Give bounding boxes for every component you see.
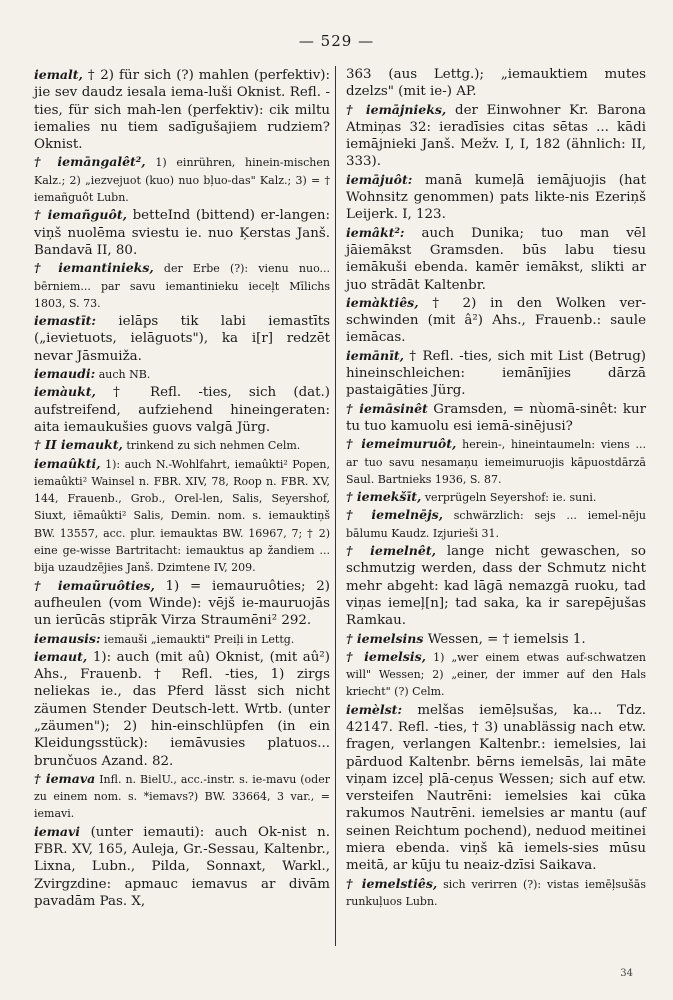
dictionary-entry bbox=[34, 823, 330, 910]
entry-text: (unter iemauti): auch Ok-nist n. FBR. XV, 165, Auleja, Gr.-Sessau, Kaltenbr., Lixna, Lubn., Pilda, Sonnaxt, Warkl., Zvirgzdine: apmauc iemavus ar divām pavadām Pas. X, bbox=[34, 824, 330, 909]
entry-headword: † iemantinieks, bbox=[34, 260, 154, 276]
dictionary-entry bbox=[34, 153, 330, 206]
dictionary-entry bbox=[34, 259, 330, 312]
sheet-mark: 34 bbox=[620, 968, 633, 979]
dictionary-entry bbox=[346, 875, 646, 911]
dictionary-entry bbox=[346, 347, 646, 400]
entry-headword: † iemelnêt, bbox=[346, 543, 436, 559]
entry-text: 363 (aus Lettg.); „iemauktiem mutes dzelzs" (mit ie-) AP. bbox=[346, 67, 646, 100]
entry-text: manā kumeļā iemājuojis (hat Wohnsitz genommen) pats likte-nis Ezeriņš Leijerk. I, 123. bbox=[346, 172, 646, 223]
entry-text: 1) einrühren, hinein-mischen Kalz.; 2) „iezvejuot (kuo) nuo bļuo-das" Kalz.; 3) = † iemañguôt Lubn. bbox=[34, 156, 330, 205]
dictionary-entry bbox=[34, 577, 330, 630]
entry-text: trinkend zu sich nehmen Celm. bbox=[122, 439, 301, 453]
entry-text: † Refl. -ties, sich mit List (Betrug) hineinschleichen: iemānījies dārzā pastaigāties Jürg. bbox=[346, 348, 646, 399]
dictionary-entry bbox=[34, 383, 330, 436]
entry-text: 1): auch (mit aû) Oknist, (mit aû²) Ahs., Frauenb. † Refl. -ties, 1) zirgs neliekas ie., das Pferd lässt sich nicht zäumen Stender Deutsch-lett. Wrtb. (unter „zäumen"); 2) hin-einschlüpfen (in ein Kleidungsstück): iemāvusies platuos... brunčuos Azand. 82. bbox=[34, 649, 330, 769]
dictionary-entry bbox=[34, 770, 330, 823]
entry-headword: iemàktiês, bbox=[346, 294, 419, 310]
entry-headword: † iemāngalêt², bbox=[34, 154, 146, 170]
entry-text: auch Dunika; tuo man vēl jāiemākst Gramsden. būs labu tiesu iemākuši ebenda. kamēr iemākst, slikti ar juo strādāt Kaltenbr. bbox=[346, 225, 646, 293]
entry-text: iemauši „iemaukti" Preiļi in Lettg. bbox=[100, 632, 295, 646]
entry-headword: † iemājnieks, bbox=[346, 101, 447, 117]
entry-text: herein-, hineintaumeln: viens ... ar tuo savu nesamaņu iemeimuruojis kāpuostdārzā Saul. Bartnieks 1936, S. 87. bbox=[346, 438, 646, 486]
dictionary-entry bbox=[34, 66, 330, 153]
entry-headword: † iemelsis, bbox=[346, 648, 426, 664]
entry-headword: iemaûkti, bbox=[34, 455, 101, 471]
entry-headword: † iemāsinêt bbox=[346, 400, 428, 416]
right-column bbox=[346, 66, 646, 910]
entry-text: Wessen, = † iemelsis 1. bbox=[423, 631, 586, 647]
entry-text: ielāps tik labi iemastīts („ievietuots, ielāguots"), ka i[r] redzēt nevar Jāsmuiža. bbox=[34, 314, 330, 364]
entry-text: 1) = iemauruôties; 2) aufheulen (vom Winde): vējš ie-mauruojās un ierūcās stiprāk Virza Straumēni² 292. bbox=[34, 578, 330, 629]
entry-headword: iemâkt²: bbox=[346, 224, 405, 240]
dictionary-entry bbox=[34, 436, 330, 454]
entry-headword: iemalt, bbox=[34, 67, 83, 82]
dictionary-entry bbox=[346, 542, 646, 629]
dictionary-entry bbox=[346, 66, 646, 101]
entry-headword: † iemelnējs, bbox=[346, 507, 444, 523]
dictionary-entry bbox=[346, 224, 646, 294]
entry-headword: † iemava bbox=[34, 770, 96, 786]
column-divider bbox=[335, 66, 336, 946]
entry-headword: † II iemaukt, bbox=[34, 437, 123, 453]
dictionary-entry bbox=[346, 630, 646, 648]
entry-text: † Refl. -ties, sich (dat.) aufstreifend, aufziehend hineingeraten: aita iemaukušies guovs valgā Jürg. bbox=[34, 385, 330, 435]
entry-text: 1): auch N.-Wohlfahrt, iemaûkti² Popen, iemaûkti² Wainsel n. FBR. XIV, 78, Roop n. FBR. XV, 144, Frauenb., Grob., Orel-len, Salis, Seyershof, Siuxt, iēmaûkti² Salis, Demin. nom. s. iemauktiņš BW. 13557, acc. plur. iemauktas BW. 16967, 7; † 2) eine ge-wisse Bartritacht: iemauktus ap žandiem ... bija uzaudzējies Janš. Dzimtene IV, 209. bbox=[34, 457, 330, 575]
entry-headword: † iemañguôt, bbox=[34, 207, 127, 223]
entry-headword: † iemelsins bbox=[346, 630, 424, 646]
dictionary-entry bbox=[34, 365, 330, 383]
dictionary-entry bbox=[34, 312, 330, 365]
page-number: — 529 — bbox=[298, 32, 375, 50]
dictionary-entry bbox=[346, 506, 646, 542]
entry-headword: † iemeimuruôt, bbox=[346, 436, 457, 452]
dictionary-entry bbox=[34, 648, 330, 770]
entry-headword: iemastīt: bbox=[34, 313, 96, 329]
entry-text: schwärzlich: sejs ... iemel-nēju bālumu Kaudz. Izjurieši 31. bbox=[346, 509, 646, 540]
dictionary-entry bbox=[346, 101, 646, 171]
entry-text: † 2) für sich (?) mahlen (perfektiv): jie sev daudz iesala iema-luši Oknist. Refl. -ties, für sich mah-len (perfektiv): cik miltu iemalies nu tiem sadīgušajiem rudziem? Oknist. bbox=[34, 68, 330, 153]
entry-headword: iemaut, bbox=[34, 648, 88, 664]
entry-text: der Einwohner Kr. Barona Atmiņas 32: ieradīsies citas sētas ... kādi iemājnieki Janš. Mežv. I, I, 182 (ähnlich: II, 333). bbox=[346, 102, 646, 170]
dictionary-entry bbox=[34, 630, 330, 648]
entry-text: der Erbe (?): vienu nuo... bērniem... par savu iemantinieku ieceļt Mīlichs 1803, S. 73. bbox=[34, 262, 330, 310]
left-column bbox=[34, 66, 330, 910]
entry-text: 1) „wer einem etwas auf-schwatzen will" Wessen; 2) „einer, der immer auf den Hals kriecht" (?) Celm. bbox=[346, 650, 646, 699]
dictionary-entry bbox=[346, 400, 646, 436]
entry-headword: iemaudi: bbox=[34, 366, 96, 382]
entry-headword: † iemelstiês, bbox=[346, 875, 438, 891]
entry-text: verprügeln Seyershof: ie. suni. bbox=[421, 491, 597, 505]
entry-text: Infl. n. BielU., acc.-instr. s. ie-mavu (oder zu einem nom. s. *iemavs?) BW. 33664, 3 var., = iemavi. bbox=[34, 772, 330, 821]
dictionary-entry bbox=[346, 701, 646, 875]
entry-text: Gramsden, = nùomā-sinêt: kur tu tuo kamuolu esi iemā-sinējusi? bbox=[346, 401, 646, 434]
dictionary-entry bbox=[346, 488, 646, 506]
entry-headword: iemānīt, bbox=[346, 347, 404, 363]
entry-text: betteInd (bittend) er-langen: viņš nuolēma sviestu ie. nuo Ķerstas Janš. Bandavā II, 80. bbox=[34, 208, 331, 258]
entry-text: † 2) in den Wolken ver-schwinden (mit â²) Ahs., Frauenb.: saule iemācas. bbox=[346, 295, 646, 346]
entry-headword: † iemekšīt, bbox=[346, 489, 422, 505]
dictionary-entry bbox=[346, 435, 646, 488]
entry-text: sich verirren (?): vistas iemēļsušās runkuļuos Lubn. bbox=[346, 877, 646, 908]
entry-headword: iemàukt, bbox=[34, 384, 96, 400]
entry-headword: † iemaũruôties, bbox=[34, 577, 155, 593]
dictionary-entry bbox=[346, 648, 646, 701]
dictionary-entry bbox=[346, 294, 646, 347]
dictionary-entry bbox=[34, 206, 330, 259]
entry-text: melšas iemēļsušas, ka... Tdz. 42147. Refl. -ties, † 3) unablässig nach etw. fragen, verlangen Kaltenbr.: iemelsies, lai pārduod Kaltenbr. bērns iemelsās, lai māte viņam izceļ plā-ceņus Wessen; sich auf etw. versteifen Nautrēni: iemelsies kai cūka rakumos Nautrēni. iemelsies ar mantu (auf seinen Reichtum pochend), neduod meitinei miera ebenda. viņš kā iemels-sies mūsu meitā, ar kūju tu neaiz-dzīsi Saikava. bbox=[346, 702, 646, 874]
entry-headword: iemavi bbox=[34, 823, 81, 839]
entry-headword: iemausis: bbox=[34, 630, 101, 646]
entry-headword: iemèlst: bbox=[346, 701, 403, 717]
entry-text: lange nicht gewaschen, so schmutzig werden, dass der Schmutz nicht mehr abgeht: kad lāgā nemazgā ruoku, tad viņas iemeļ[n]; tad saka, ka ir sarepējušas Ramkau. bbox=[346, 544, 646, 629]
entry-text: auch NB. bbox=[95, 368, 151, 382]
dictionary-entry bbox=[34, 455, 330, 577]
entry-headword: iemājuôt: bbox=[346, 171, 413, 187]
dictionary-entry bbox=[346, 171, 646, 224]
